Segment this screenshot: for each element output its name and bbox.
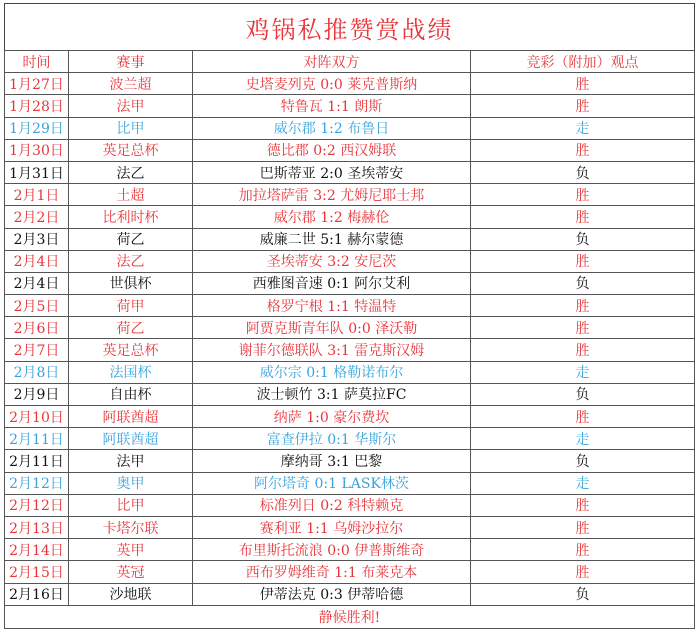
row-match: 威廉二世 5:1 赫尔蒙德 [193, 228, 471, 250]
table-row [5, 184, 695, 206]
record-table [4, 50, 695, 629]
row-league: 世俱杯 [69, 272, 193, 294]
row-result: 胜 [471, 184, 695, 206]
table-row [5, 428, 695, 450]
row-result: 胜 [471, 317, 695, 339]
row-match: 巴斯蒂亚 2:0 圣埃蒂安 [193, 161, 471, 183]
row-match: 加拉塔萨雷 3:2 尤姆尼耶士邦 [193, 184, 471, 206]
row-league: 波兰超 [69, 73, 193, 95]
row-date: 1月28日 [5, 95, 69, 117]
table-row [5, 73, 695, 95]
row-match: 威尔郡 1:2 梅赫伦 [193, 206, 471, 228]
row-date: 2月8日 [5, 361, 69, 383]
table-row [5, 516, 695, 538]
row-date: 2月12日 [5, 472, 69, 494]
record-sheet [4, 3, 695, 629]
row-league: 比甲 [69, 494, 193, 516]
table-row [5, 494, 695, 516]
row-result: 胜 [471, 206, 695, 228]
row-league: 荷乙 [69, 228, 193, 250]
row-match: 特鲁瓦 1:1 朗斯 [193, 95, 471, 117]
row-match: 标准列日 0:2 科特赖克 [193, 494, 471, 516]
row-result: 负 [471, 272, 695, 294]
footer-row [5, 605, 695, 628]
row-date: 2月13日 [5, 516, 69, 538]
row-result: 胜 [471, 73, 695, 95]
table-row [5, 561, 695, 583]
row-league: 英冠 [69, 561, 193, 583]
row-league: 英甲 [69, 539, 193, 561]
header-league: 赛事 [69, 51, 193, 73]
row-match: 波士顿竹 3:1 萨莫拉FC [193, 383, 471, 405]
sheet-title: 鸡锅私推赞赏战绩 [4, 3, 695, 50]
row-league: 法甲 [69, 95, 193, 117]
row-league: 沙地联 [69, 583, 193, 605]
row-date: 2月11日 [5, 428, 69, 450]
table-row [5, 95, 695, 117]
row-league: 阿联酋超 [69, 428, 193, 450]
table-row [5, 206, 695, 228]
row-result: 胜 [471, 339, 695, 361]
row-date: 1月31日 [5, 161, 69, 183]
row-result: 走 [471, 472, 695, 494]
row-match: 赛利亚 1:1 乌姆沙拉尔 [193, 516, 471, 538]
row-match: 西布罗姆维奇 1:1 布莱克本 [193, 561, 471, 583]
row-date: 2月7日 [5, 339, 69, 361]
row-date: 2月10日 [5, 406, 69, 428]
row-league: 阿联酋超 [69, 406, 193, 428]
row-date: 1月30日 [5, 139, 69, 161]
row-date: 2月4日 [5, 272, 69, 294]
row-date: 2月6日 [5, 317, 69, 339]
table-row [5, 228, 695, 250]
row-date: 2月14日 [5, 539, 69, 561]
row-match: 威尔郡 1:2 布鲁日 [193, 117, 471, 139]
row-result: 负 [471, 161, 695, 183]
row-result: 胜 [471, 95, 695, 117]
row-match: 纳萨 1:0 豪尔费坎 [193, 406, 471, 428]
table-row [5, 406, 695, 428]
row-league: 荷乙 [69, 317, 193, 339]
footer-text: 静候胜利! [5, 605, 695, 628]
row-match: 威尔宗 0:1 格勒诺布尔 [193, 361, 471, 383]
row-match: 阿贾克斯青年队 0:0 泽沃勒 [193, 317, 471, 339]
table-row [5, 117, 695, 139]
table-row [5, 361, 695, 383]
row-date: 1月27日 [5, 73, 69, 95]
row-result: 胜 [471, 139, 695, 161]
table-row [5, 272, 695, 294]
row-result: 胜 [471, 295, 695, 317]
row-match: 伊蒂法克 0:3 伊蒂哈德 [193, 583, 471, 605]
row-result: 胜 [471, 539, 695, 561]
table-row [5, 583, 695, 605]
row-date: 2月1日 [5, 184, 69, 206]
row-result: 胜 [471, 561, 695, 583]
row-league: 比甲 [69, 117, 193, 139]
row-match: 圣埃蒂安 3:2 安尼茨 [193, 250, 471, 272]
row-date: 2月2日 [5, 206, 69, 228]
row-league: 荷甲 [69, 295, 193, 317]
row-league: 土超 [69, 184, 193, 206]
row-league: 法国杯 [69, 361, 193, 383]
table-row [5, 250, 695, 272]
row-match: 摩纳哥 3:1 巴黎 [193, 450, 471, 472]
row-result: 胜 [471, 406, 695, 428]
row-result: 走 [471, 428, 695, 450]
row-result: 负 [471, 450, 695, 472]
row-match: 史塔麦列克 0:0 莱克普斯纳 [193, 73, 471, 95]
row-match: 西雅图音速 0:1 阿尔艾利 [193, 272, 471, 294]
record-rows [5, 73, 695, 606]
row-match: 布里斯托流浪 0:0 伊普斯维奇 [193, 539, 471, 561]
row-match: 富查伊拉 0:1 华斯尔 [193, 428, 471, 450]
row-match: 阿尔塔奇 0:1 LASK林茨 [193, 472, 471, 494]
row-league: 英足总杯 [69, 339, 193, 361]
table-row [5, 472, 695, 494]
header-pick: 竞彩（附加）观点 [471, 51, 695, 73]
row-date: 2月9日 [5, 383, 69, 405]
row-result: 走 [471, 117, 695, 139]
row-league: 英足总杯 [69, 139, 193, 161]
row-league: 自由杯 [69, 383, 193, 405]
row-match: 德比郡 0:2 西汉姆联 [193, 139, 471, 161]
row-date: 2月4日 [5, 250, 69, 272]
row-league: 法乙 [69, 250, 193, 272]
table-row [5, 317, 695, 339]
table-row [5, 450, 695, 472]
row-date: 2月15日 [5, 561, 69, 583]
table-row [5, 139, 695, 161]
row-league: 卡塔尔联 [69, 516, 193, 538]
row-league: 比利时杯 [69, 206, 193, 228]
row-date: 2月11日 [5, 450, 69, 472]
table-row [5, 383, 695, 405]
table-row [5, 539, 695, 561]
row-league: 法乙 [69, 161, 193, 183]
row-result: 负 [471, 583, 695, 605]
row-result: 胜 [471, 494, 695, 516]
table-row [5, 161, 695, 183]
row-league: 奥甲 [69, 472, 193, 494]
table-row [5, 295, 695, 317]
table-row [5, 339, 695, 361]
row-result: 走 [471, 361, 695, 383]
row-date: 2月12日 [5, 494, 69, 516]
row-result: 负 [471, 228, 695, 250]
header-date: 时间 [5, 51, 69, 73]
row-match: 谢菲尔德联队 3:1 雷克斯汉姆 [193, 339, 471, 361]
row-date: 2月16日 [5, 583, 69, 605]
row-match: 格罗宁根 1:1 特温特 [193, 295, 471, 317]
header-match: 对阵双方 [193, 51, 471, 73]
row-result: 负 [471, 383, 695, 405]
header-row [5, 51, 695, 73]
row-date: 1月29日 [5, 117, 69, 139]
row-result: 胜 [471, 250, 695, 272]
row-date: 2月3日 [5, 228, 69, 250]
row-league: 法甲 [69, 450, 193, 472]
row-date: 2月5日 [5, 295, 69, 317]
row-result: 胜 [471, 516, 695, 538]
